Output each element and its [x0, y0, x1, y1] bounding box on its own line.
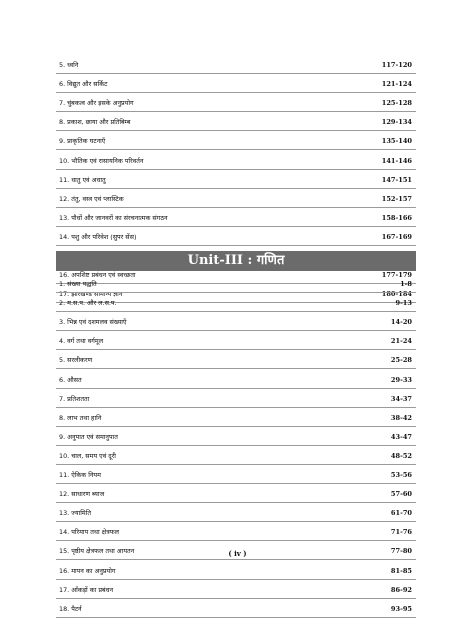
toc-row	[56, 446, 416, 465]
toc-title: 17. आँकड़ों का प्रबंधन	[59, 585, 114, 594]
toc-row	[56, 74, 416, 93]
toc-title: 7. चुंबकत्व और इसके अनुप्रयोग	[59, 99, 134, 108]
toc-pages: 29-33	[390, 375, 412, 384]
toc-title: 8. प्रकाश, छाया और प्रतिबिम्ब	[59, 118, 131, 127]
toc-title: 12. साधारण ब्याज	[59, 490, 105, 499]
toc-section-math	[56, 274, 416, 618]
toc-row	[56, 227, 416, 246]
toc-title: 18. पैटर्न	[59, 604, 82, 613]
toc-title: 9. अनुपात एवं समानुपात	[59, 432, 118, 441]
toc-row	[56, 560, 416, 579]
toc-title: 13. पौधों और जानवरों का संरचनात्मक संगठन	[59, 213, 168, 222]
toc-row	[56, 93, 416, 112]
toc-row	[56, 408, 416, 427]
toc-row	[56, 522, 416, 541]
toc-pages: 57-60	[390, 490, 412, 499]
toc-row	[56, 55, 416, 74]
toc-title: 7. प्रतिशतता	[59, 394, 90, 403]
toc-title: 3. भिन्न एवं दशमलव संख्याएँ	[59, 318, 127, 327]
toc-pages: 53-56	[390, 471, 412, 480]
toc-title: 5. सरलीकरण	[59, 356, 93, 365]
toc-pages: 1-8	[400, 280, 412, 289]
toc-title: 16. मापन का अनुप्रयोग	[59, 566, 116, 575]
toc-row	[56, 465, 416, 484]
toc-pages: 135-140	[381, 137, 412, 146]
toc-pages: 147-151	[381, 175, 412, 184]
toc-pages: 71-76	[390, 528, 412, 537]
toc-title: 4. वर्ग तथा वर्गमूल	[59, 337, 104, 346]
toc-row	[56, 312, 416, 331]
toc-pages: 48-52	[390, 451, 412, 460]
toc-row	[56, 427, 416, 446]
toc-pages: 158-166	[381, 213, 412, 222]
page-number-footer: ( iv )	[228, 549, 247, 558]
toc-title: 11. ऐकिक नियम	[59, 471, 101, 480]
toc-pages: 125-128	[381, 99, 412, 108]
toc-row	[56, 150, 416, 169]
toc-pages: 21-24	[390, 337, 412, 346]
toc-pages: 77-80	[390, 547, 412, 556]
toc-title: 10. भौतिक एवं रासायनिक परिवर्तन	[59, 156, 144, 165]
toc-row	[56, 369, 416, 388]
toc-pages: 34-37	[390, 394, 412, 403]
toc-row	[56, 208, 416, 227]
toc-pages: 14-20	[390, 318, 412, 327]
toc-pages: 180-184	[381, 290, 412, 299]
toc-title: 6. औसत	[59, 375, 82, 384]
toc-title: 5. ध्वनि	[59, 61, 79, 70]
toc-row	[56, 189, 416, 208]
toc-row	[56, 170, 416, 189]
toc-row	[56, 274, 416, 293]
toc-row	[56, 112, 416, 131]
toc-pages: 141-146	[381, 156, 412, 165]
toc-row	[56, 389, 416, 408]
toc-title: 8. लाभ तथा हानि	[59, 413, 102, 422]
toc-row	[56, 293, 416, 312]
toc-title: 2. म.स.प. और ल.स.प.	[59, 299, 117, 308]
toc-title: 11. धातु एवं अधातु	[59, 175, 106, 184]
toc-title: 16. अपशिष्ट प्रबंधन एवं स्वच्छता	[59, 271, 136, 280]
toc-pages: 93-95	[390, 604, 412, 613]
toc-title: 9. प्राकृतिक घटनाएँ	[59, 137, 106, 146]
toc-pages: 117-120	[381, 61, 412, 70]
toc-row	[56, 331, 416, 350]
toc-row	[56, 580, 416, 599]
toc-row	[56, 599, 416, 618]
toc-title: 17. झारखण्ड सामान्य ज्ञान	[59, 290, 123, 299]
toc-title: 13. ज्यामिति	[59, 509, 91, 518]
toc-pages: 129-134	[381, 118, 412, 127]
toc-row	[56, 503, 416, 522]
toc-row	[56, 350, 416, 369]
toc-title: 14. परिमाप तथा क्षेत्रफल	[59, 528, 120, 537]
toc-pages: 177-179	[381, 271, 412, 280]
toc-pages: 38-42	[390, 413, 412, 422]
toc-pages: 61-70	[390, 509, 412, 518]
toc-title: 15. पृष्ठीय क्षेत्रफल तथा आयतन	[59, 547, 135, 556]
toc-pages: 152-157	[381, 194, 412, 203]
toc-row	[56, 131, 416, 150]
toc-pages: 43-47	[390, 432, 412, 441]
toc-title: 12. तंतु, वस्त्र एवं प्लास्टिक	[59, 194, 124, 203]
toc-pages: 167-169	[381, 232, 412, 241]
toc-title: 1. संख्या पद्धति	[59, 280, 97, 289]
toc-pages: 9-13	[395, 299, 412, 308]
toc-pages: 81-85	[390, 566, 412, 575]
toc-row	[56, 484, 416, 503]
toc-title: 10. चाल, समय एवं दूरी	[59, 451, 116, 460]
toc-pages: 86-92	[390, 585, 412, 594]
toc-pages: 25-28	[390, 356, 412, 365]
toc-pages: 121-124	[381, 80, 412, 89]
unit-header-math: Unit-III : गणित	[56, 251, 416, 271]
toc-title: 14. पशु और परिवेश (सुपर सेंस)	[59, 232, 137, 241]
toc-title: 6. विद्युत और सर्किट	[59, 80, 108, 89]
